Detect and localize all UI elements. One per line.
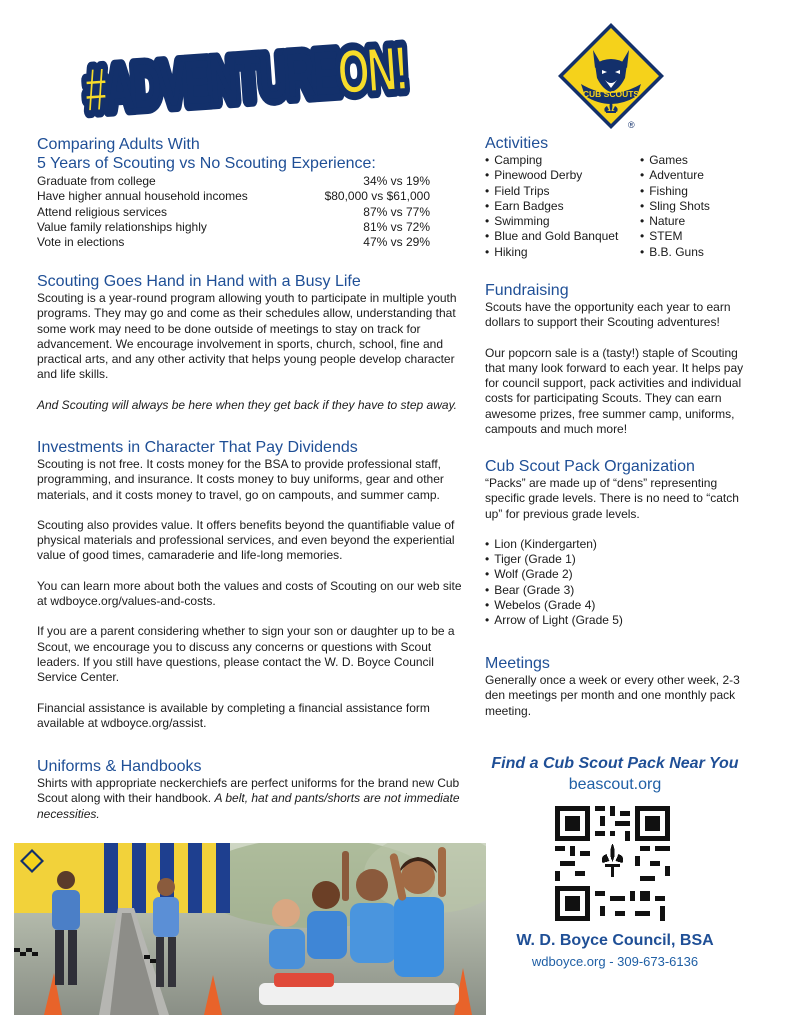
- registered-mark: ®: [628, 120, 635, 130]
- list-item: • Lion (Kindergarten): [485, 537, 750, 552]
- comparison-value: 34% vs 19%: [363, 174, 430, 188]
- comparison-row: [37, 189, 462, 204]
- pack-organization-intro: “Packs” are made up of “dens” representing specific grade levels. There is no need to “catch up” for previous grade levels.: [485, 476, 739, 521]
- activities-title: Activities: [485, 135, 549, 152]
- find-pack-url[interactable]: beascout.org: [568, 776, 662, 793]
- pack-organization-section: [485, 457, 750, 629]
- list-item: • Nature: [640, 214, 710, 229]
- find-pack-section: [485, 754, 745, 796]
- list-item: • Blue and Gold Banquet: [485, 229, 640, 244]
- investments-paragraph: Scouting is not free. It costs money for the BSA to provide professional staff, programming, and insurance. It costs money to buy uniforms, gear and other materials, and it costs money to travel, go on campouts, and summer camp.: [37, 457, 444, 502]
- cub-scouts-logo: [555, 20, 667, 132]
- adventure-on-headline: [70, 18, 425, 130]
- comparison-value: 47% vs 29%: [363, 235, 430, 250]
- headline-hashtag: #: [82, 54, 119, 126]
- list-item: • Camping: [485, 153, 640, 168]
- list-item: • Field Trips: [485, 184, 640, 199]
- pack-organization-title: Cub Scout Pack Organization: [485, 458, 695, 475]
- investments-paragraph: Financial assistance is available by completing a financial assistance form available at wdboyce.org/assist.: [37, 700, 430, 730]
- comparison-section: [37, 135, 462, 250]
- comparison-value: 87% vs 77%: [363, 204, 430, 219]
- headline-on: ON!: [335, 31, 425, 108]
- list-item: • Adventure: [640, 168, 710, 183]
- investments-paragraph: Scouting also provides value. It offers benefits beyond the quantifiable value of physical materials and professional services, and even beyond the experiential value of good times, camaraderie and life-long memories.: [37, 517, 455, 563]
- list-item: • Earn Badges: [485, 199, 640, 214]
- find-pack-title: Find a Cub Scout Pack Near You: [491, 755, 739, 772]
- council-contact[interactable]: wdboyce.org - 309-673-6136: [531, 954, 699, 969]
- comparison-value: 81% vs 72%: [363, 219, 430, 234]
- comparison-row: [37, 205, 462, 220]
- fundraising-section: [485, 281, 750, 437]
- busy-life-note: And Scouting will always be here when they get back if they have to step away.: [37, 397, 458, 412]
- list-item: • Sling Shots: [640, 199, 710, 214]
- list-item: • Tiger (Grade 1): [485, 552, 750, 567]
- council-name: W. D. Boyce Council, BSA: [516, 932, 714, 949]
- uniforms-italic-note: A belt, hat and pants/shorts are not immediate necessities.: [37, 791, 460, 821]
- meetings-title: Meetings: [485, 655, 550, 672]
- list-item: • Games: [640, 153, 710, 168]
- fundraising-paragraph: Scouts have the opportunity each year to earn dollars to support their Scouting adventures!: [485, 300, 731, 330]
- investments-paragraph: If you are a parent considering whether to sign your son or daughter up to be a Scout, we encourage you to discuss any concerns or questions with Scout leaders. If you still have questions, please contact the W. D. Boyce Council Service Center.: [37, 624, 455, 685]
- qr-code[interactable]: [555, 806, 670, 921]
- comparison-value: $80,000 vs $61,000: [324, 189, 430, 204]
- comparison-label: Attend religious services: [37, 204, 168, 219]
- activities-section: [485, 134, 755, 260]
- meetings-section: [485, 654, 750, 719]
- comparison-label: Graduate from college: [37, 174, 156, 188]
- investments-title: Investments in Character That Pay Dividends: [37, 439, 358, 456]
- headline-outline: #ADVENTUREON!: [82, 29, 425, 126]
- uniforms-text: [37, 776, 469, 822]
- uniforms-paragraph: Shirts with appropriate neckerchiefs are perfect uniforms for the brand new Cub Scout along with their handbook.: [37, 776, 460, 806]
- fundraising-paragraph: Our popcorn sale is a (tasty!) staple of Scouting that many look forward to each year. It helps pay for council support, pack activities and individual costs for participating Scouts. They can earn awesome prizes, free summer camp, uniforms, campouts and much more!: [485, 345, 744, 437]
- list-item: • Fishing: [640, 184, 710, 199]
- headline-adventure: ADVENTURE: [102, 30, 425, 124]
- investments-paragraph: You can learn more about both the values and costs of Scouting on our web site at wdboyce.org/values-and-costs.: [37, 578, 462, 609]
- comparison-title-line1: Comparing Adults With: [37, 136, 200, 153]
- list-item: • B.B. Guns: [640, 245, 710, 260]
- activities-list-right: [640, 153, 710, 260]
- list-item: • Swimming: [485, 214, 640, 229]
- comparison-label: Value family relationships highly: [37, 219, 207, 234]
- busy-life-section: [37, 272, 469, 413]
- activities-columns: [485, 153, 755, 260]
- investments-section: [37, 438, 469, 731]
- comparison-table: [37, 174, 462, 250]
- comparison-row: [37, 235, 462, 250]
- meetings-text: Generally once a week or every other week, 2-3 den meetings per month and one monthly pack meeting.: [485, 673, 740, 718]
- comparison-row: [37, 174, 462, 189]
- cub-scouts-photo: [14, 843, 486, 1015]
- fundraising-title: Fundraising: [485, 282, 569, 299]
- headline-text: [82, 29, 425, 126]
- list-item: • Arrow of Light (Grade 5): [485, 613, 750, 628]
- rank-list: [485, 537, 750, 629]
- comparison-title-line2: 5 Years of Scouting vs No Scouting Experience:: [37, 155, 376, 172]
- comparison-label: Vote in elections: [37, 235, 125, 250]
- comparison-row: [37, 220, 462, 235]
- logo-text: CUB SCOUTS: [582, 89, 640, 99]
- list-item: • Bear (Grade 3): [485, 583, 750, 598]
- busy-life-paragraph: Scouting is a year-round program allowing youth to participate in multiple youth programs. They may go and come as their schedules allow, understanding that some work may need to be done outside of meetings to stay on track for advancement. We encourage involvement in sports, church, school, fine and practical arts, and any other activity that helps young people develop character and life skills.: [37, 291, 457, 382]
- list-item: • Wolf (Grade 2): [485, 567, 750, 582]
- list-item: • Hiking: [485, 245, 640, 260]
- list-item: • STEM: [640, 229, 710, 244]
- activities-list-left: [485, 153, 640, 260]
- uniforms-section: [37, 757, 469, 822]
- busy-life-title: Scouting Goes Hand in Hand with a Busy Life: [37, 273, 361, 290]
- uniforms-title: Uniforms & Handbooks: [37, 758, 202, 775]
- comparison-label: Have higher annual household incomes: [37, 189, 248, 204]
- list-item: • Webelos (Grade 4): [485, 598, 750, 613]
- list-item: • Pinewood Derby: [485, 168, 640, 183]
- council-info: [485, 930, 745, 972]
